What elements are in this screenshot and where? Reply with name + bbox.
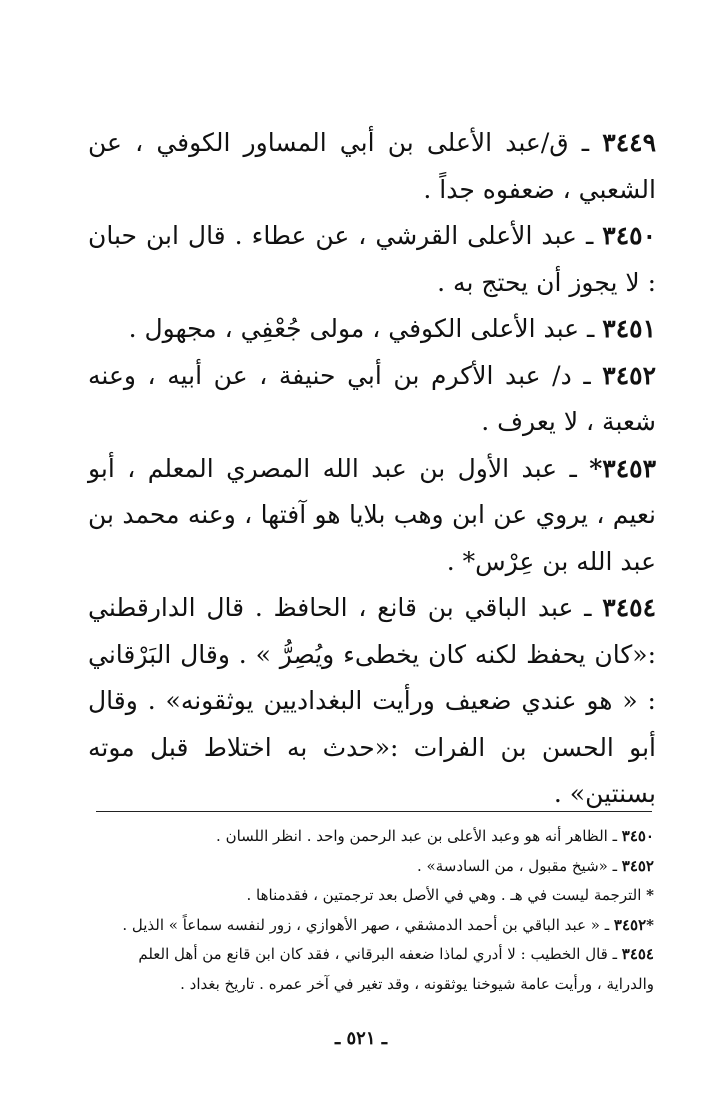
footnote-text: ـ الظاهر أنه هو وعبد الأعلى بن عبد الرحمن واحد . انظر اللسان . (216, 827, 622, 845)
entry-3452 (88, 353, 656, 446)
entry-3449 (88, 120, 656, 213)
footnote-text: الترجمة ليست في هـ . وهي في الأصل بعد ترجمتين ، فقدمناها . (246, 886, 647, 904)
footnote-text: والدراية ، ورأيت عامة شيوخنا يوثقونه ، وقد تغير في آخر عمره . تاريخ بغداد . (180, 974, 654, 993)
footnotes-block (92, 822, 654, 999)
entry-number: ٣٤٥١ (602, 314, 656, 343)
footnote-number: ٣٤٥٢ (621, 856, 654, 875)
footnote-text: ـ « عبد الباقي بن أحمد الدمشقي ، صهر الأهوازي ، زور لنفسه سماعاً » الذيل . (122, 915, 614, 934)
entry-3454 (88, 585, 656, 818)
entry-text: ـ د/ عبد الأكرم بن أبي حنيفة ، عن أبيه ، وعنه شعبة ، لا يعرف . (88, 360, 656, 436)
footnote-3450 (92, 822, 654, 852)
entry-text: ـ عبد الباقي بن قانع ، الحافظ . قال الدارقطني :«كان يحفظ لكنه كان يخطىء ويُصِرُّ » . وقال البَرْقاني : « هو عندي ضعيف ورأيت البغداديين يوثقونه» . وقال أبو الحسن بن الفرات :«حدث به اختلاط قبل موته بسنتين» . (88, 593, 656, 808)
footnote-number: *٣٤٥٢ (613, 915, 654, 934)
footnote-3452 (92, 852, 654, 882)
entry-3453 (88, 446, 656, 586)
footnote-number: ٣٤٥٤ (621, 945, 654, 963)
entry-text: ـ عبد الأول بن عبد الله المصري المعلم ، أبو نعيم ، يروي عن ابن وهب بلايا هو آفتها ، وعنه محمد بن عبد الله بن عِرْس* . (88, 453, 656, 576)
entry-text: ـ ق/عبد الأعلى بن أبي المساور الكوفي ، عن الشعبي ، ضعفوه جداً . (88, 128, 656, 204)
entry-number: ٣٤٤٩ (602, 128, 656, 157)
main-text-block (88, 120, 656, 818)
entry-text: ـ عبد الأعلى الكوفي ، مولى جُعْفِي ، مجهول . (128, 314, 603, 343)
footnote-3454 (92, 940, 654, 970)
entry-3451 (88, 306, 656, 353)
footnote-text: ـ قال الخطيب : لا أدري لماذا ضعفه البرقاني ، فقد كان ابن قانع من أهل العلم (138, 945, 622, 963)
entry-3450 (88, 213, 656, 306)
footnote-number: ٣٤٥٠ (621, 827, 654, 845)
footnote-star-3452 (92, 911, 654, 941)
entry-text: ـ عبد الأعلى القرشي ، عن عطاء . قال ابن حبان : لا يجوز أن يحتج به . (88, 221, 656, 297)
footnote-divider (96, 811, 652, 812)
entry-number: ٣٤٥٣* (589, 453, 656, 483)
page-number: ـ ٥٢١ ـ (334, 1028, 388, 1049)
footnote-number: * (646, 886, 654, 904)
footnote-star (92, 881, 654, 911)
footnote-3454-continued (92, 970, 654, 1000)
entry-number: ٣٤٥٠ (602, 221, 656, 250)
footnote-text: ـ «شيخ مقبول ، من السادسة» . (417, 856, 622, 875)
entry-number: ٣٤٥٤ (602, 593, 656, 622)
entry-number: ٣٤٥٢ (602, 360, 656, 390)
